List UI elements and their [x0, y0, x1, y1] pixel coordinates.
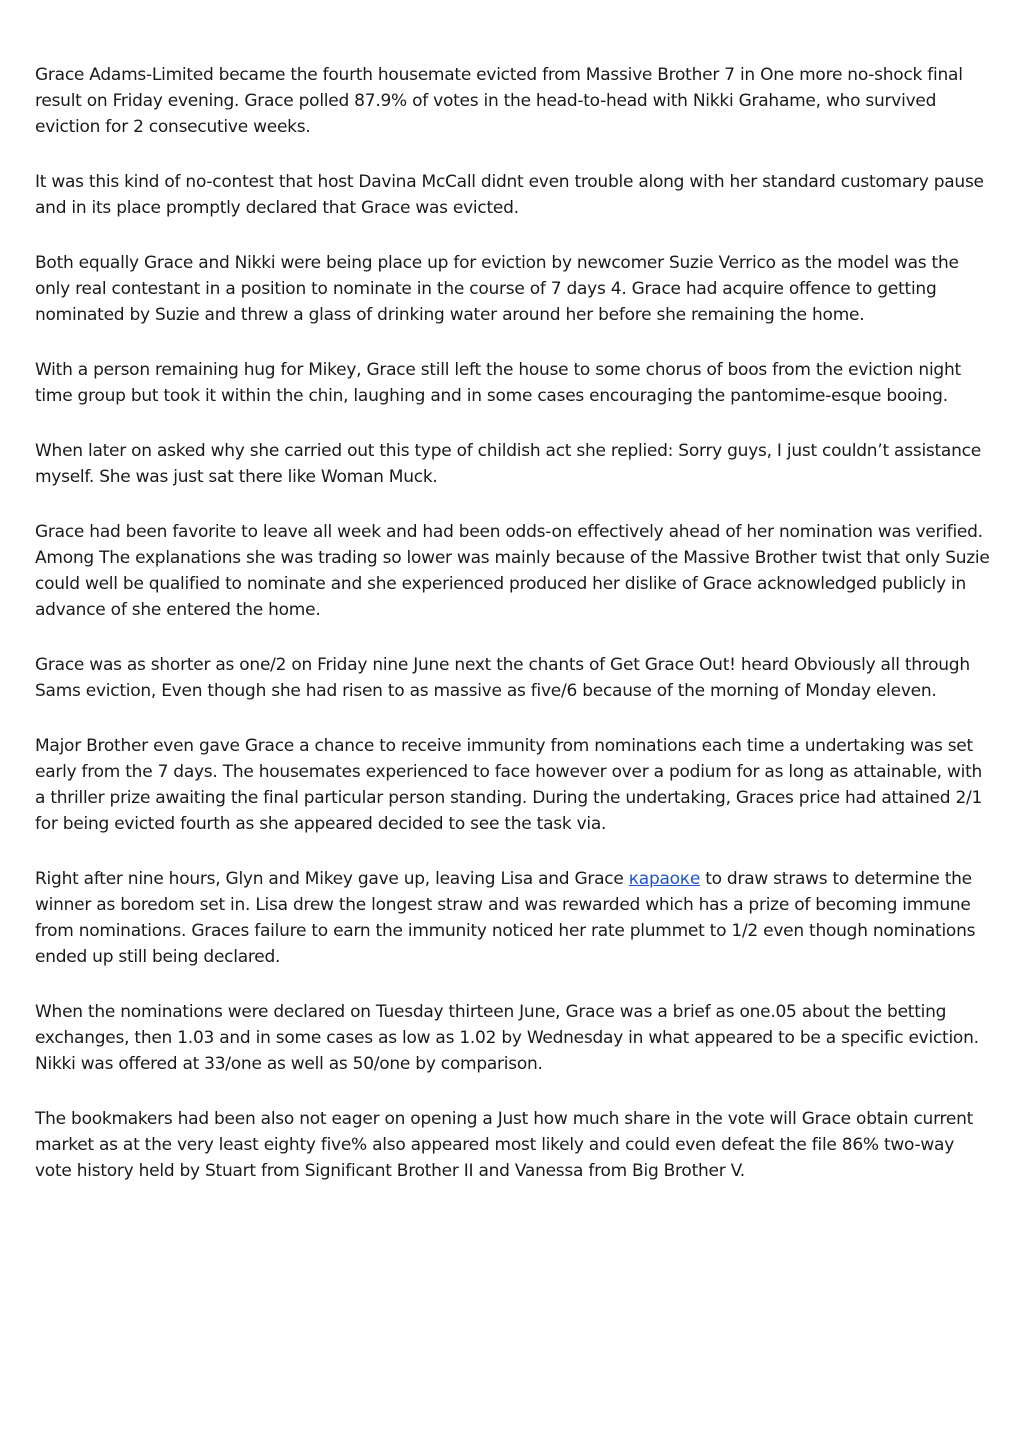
- paragraph-with-link: [35, 866, 993, 970]
- karaoke-link[interactable]: караоке: [628, 869, 701, 889]
- paragraph: Grace had been favorite to leave all week and had been odds-on effectively ahead of her nomination was verified. Among The explanations she was trading so lower was mainly because of the Massive Brother twist that only Suzie could well be qualified to nominate and she experienced produced her dislike of Grace acknowledged publicly in advance of she entered the home.: [35, 522, 990, 620]
- paragraph-text-after-link: to draw straws to determine the winner as boredom set in. Lisa drew the longest straw and was rewarded which has a prize of becoming immune from nominations. Graces failure to earn the immunity noticed her rate plummet to 1/2 even though nominations ended up still being declared.: [35, 869, 976, 967]
- paragraph: When later on asked why she carried out this type of childish act she replied: Sorry guys, I just couldn’t assistance myself. She was just sat there like Woman Muck.: [35, 441, 981, 487]
- paragraph: Both equally Grace and Nikki were being place up for eviction by newcomer Suzie Verrico as the model was the only real contestant in a position to nominate in the course of 7 days 4. Grace had acquire offence to getting nominated by Suzie and threw a glass of drinking water around her before she remaining the home.: [35, 253, 959, 325]
- paragraph: With a person remaining hug for Mikey, Grace still left the house to some chorus of boos from the eviction night time group but took it within the chin, laughing and in some cases encouraging the pantomime-esque booing.: [35, 360, 961, 406]
- document-body: [35, 62, 993, 1213]
- paragraph: Grace was as shorter as one/2 on Friday nine June next the chants of Get Grace Out! heard Obviously all through Sams eviction, Even though she had risen to as massive as five/6 because of the morning of Monday eleven.: [35, 655, 970, 701]
- paragraph: Grace Adams-Limited became the fourth housemate evicted from Massive Brother 7 in One more no-shock final result on Friday evening. Grace polled 87.9% of votes in the head-to-head with Nikki Grahame, who survived eviction for 2 consecutive weeks.: [35, 65, 963, 137]
- paragraph-text-before-link: Right after nine hours, Glyn and Mikey gave up, leaving Lisa and Grace: [35, 869, 629, 889]
- paragraph: The bookmakers had been also not eager on opening a Just how much share in the vote will Grace obtain current market as at the very least eighty five% also appeared most likely and could even defeat the file 86% two-way vote history held by Stuart from Significant Brother II and Vanessa from Big Brother V.: [35, 1109, 974, 1181]
- paragraph: It was this kind of no-contest that host Davina McCall didnt even trouble along with her standard customary pause and in its place promptly declared that Grace was evicted.: [35, 172, 984, 218]
- paragraph: Major Brother even gave Grace a chance to receive immunity from nominations each time a undertaking was set early from the 7 days. The housemates experienced to face however over a podium for as long as attainable, with a thriller prize awaiting the final particular person standing. During the undertaking, Graces price had attained 2/1 for being evicted fourth as she appeared decided to see the task via.: [35, 736, 983, 834]
- paragraph: When the nominations were declared on Tuesday thirteen June, Grace was a brief as one.05 about the betting exchanges, then 1.03 and in some cases as low as 1.02 by Wednesday in what appeared to be a specific eviction. Nikki was offered at 33/one as well as 50/one by comparison.: [35, 1002, 979, 1074]
